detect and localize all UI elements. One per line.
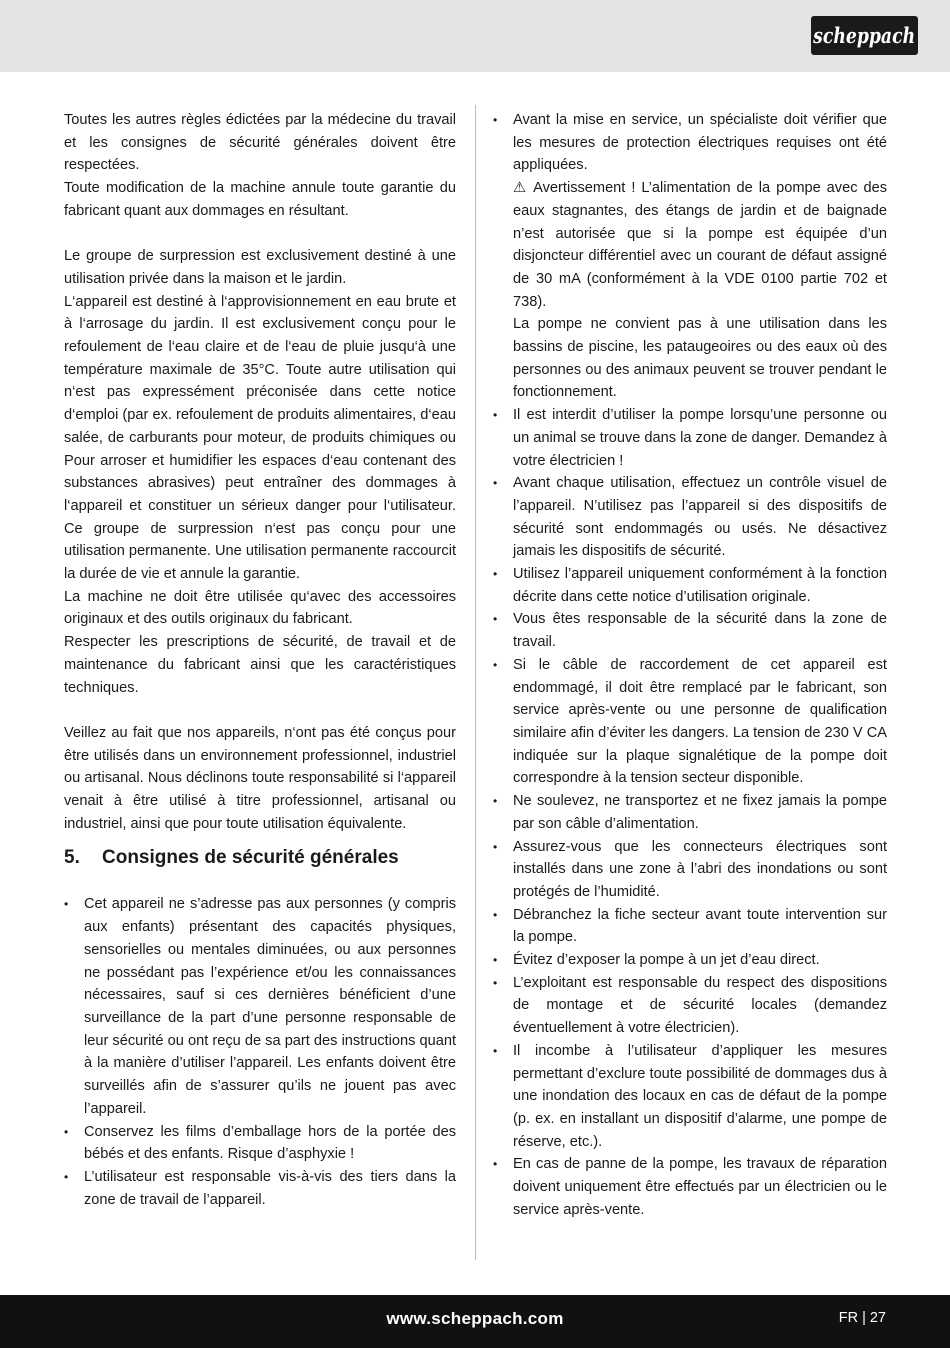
- brand-logo-text: scheppach: [813, 23, 916, 48]
- list-item-text: • Avant la mise en service, un spécialiste doit vérifier que les mesures de protection électriques requises ont été appliquées.: [513, 112, 887, 174]
- paragraph: L‘appareil est destiné à l‘approvisionnement en eau brute et à l‘arrosage du jardin. Il est exclusivement conçu pour le refoulement de l‘eau claire et de l‘eau de pluie jusqu‘à une température maximale de 35°C. Toute autre utilisation qui n‘est pas expressément préconisée dans cette notice d‘emploi (par ex. refoulement de produits alimentaires, d‘eau salée, de carburants pour moteur, de produits chimiques ou Pour arroser et humidifier les espaces d‘eau contenant des substances abrasives) peut entraîner des dommages à l‘appareil et constituer un sérieux danger pour l‘utilisateur. Ce groupe de surpression n‘est pas conçu pour une utilisation permanente. Une utilisation permanente raccourcit la durée de vie et annule la garantie.: [64, 293, 456, 583]
- list-item: • Assurez-vous que les connecteurs électriques sont installés dans une zone à l’abri des inondations ou sont protégés de l’humidité.: [493, 836, 887, 904]
- list-item: • L’utilisateur est responsable vis-à-vis des tiers dans la zone de travail de l’appareil.: [64, 1166, 456, 1211]
- page-number: FR | 27: [838, 1310, 886, 1326]
- list-item: • Vous êtes responsable de la sécurité dans la zone de travail.: [493, 608, 887, 653]
- paragraph: Le groupe de surpression est exclusivement destiné à une utilisation privée dans la maison et le jardin.: [64, 248, 456, 287]
- paragraph: Toutes les autres règles édictées par la médecine du travail et les consignes de sécurité générales doivent être respectées.: [64, 112, 456, 174]
- paragraph: Toute modification de la machine annule toute garantie du fabricant quant aux dommages en résultant.: [64, 180, 456, 219]
- note-text: La pompe ne convient pas à une utilisation dans les bassins de piscine, les pataugeoires ou des eaux où des personnes ou des animaux peuvent se trouver pendant le fonctionnement.: [513, 316, 887, 401]
- website-link[interactable]: www.scheppach.com: [386, 1309, 564, 1328]
- list-item: • Conservez les films d’emballage hors de la portée des bébés et des enfants. Risque d’asphyxie !: [64, 1121, 456, 1166]
- section-title: Consignes de sécurité générales: [102, 847, 399, 869]
- list-item: • Ne soulevez, ne transportez et ne fixez jamais la pompe par son câble d’alimentation.: [493, 790, 887, 835]
- paragraph: Respecter les prescriptions de sécurité, de travail et de maintenance du fabricant ainsi que les caractéristiques techniques.: [64, 634, 456, 696]
- list-item: • L’exploitant est responsable du respect des dispositions de montage et de sécurité locales (demandez éventuellement à votre électricien).: [493, 972, 887, 1040]
- section-heading: [64, 845, 456, 871]
- right-column: [493, 109, 887, 1221]
- list-item: [493, 109, 887, 404]
- section-number: 5.: [64, 847, 80, 869]
- bullet-list: [493, 109, 887, 1221]
- paragraph: La machine ne doit être utilisée qu‘avec des accessoires originaux et des outils originaux du fabricant.: [64, 588, 456, 628]
- page-header: [0, 0, 950, 72]
- left-column: [64, 109, 456, 1211]
- list-item: • Avant chaque utilisation, effectuez un contrôle visuel de l’appareil. N’utilisez pas l’appareil si des dispositifs de sécurité sont endommagés ou usés. Ne désactivez jamais les dispositifs de sécurité.: [493, 472, 887, 563]
- brand-logo: [811, 16, 918, 55]
- list-item: • Utilisez l’appareil uniquement conformément à la fonction décrite dans cette notice d’utilisation originale.: [493, 563, 887, 608]
- list-item: • Débranchez la fiche secteur avant toute intervention sur la pompe.: [493, 904, 887, 949]
- page-footer: [0, 1295, 950, 1348]
- column-divider: [475, 105, 476, 1260]
- list-item: • Il est interdit d’utiliser la pompe lorsqu’une personne ou un animal se trouve dans la zone de danger. Demandez à votre électricien !: [493, 404, 887, 472]
- list-item: • Il incombe à l’utilisateur d’appliquer les mesures permettant d’exclure toute possibilité de dommages dus à une inondation des locaux en cas de défaut de la pompe (p. ex. en installant un dispositif d’alarme, une pompe de réserve, etc.).: [493, 1040, 887, 1154]
- warning-text: ⚠ Avertissement ! L’alimentation de la pompe avec des eaux stagnantes, des étangs de jardin et de baignade n’est autorisée que si la pompe est équipée d’un disjoncteur différentiel avec un courant de défaut assigné de 30 mA (conformément à la VDE 0100 partie 702 et 738).: [513, 180, 887, 310]
- list-item: • Cet appareil ne s’adresse pas aux personnes (y compris aux enfants) présentant des capacités physiques, sensorielles ou mentales diminuées, ou aux personnes ne possédant pas l’expérience et/ou les connaissances nécessaires, sauf si ces dernières bénéficient d’une surveillance de la part d’une personne responsable de leur sécurité ou ont reçu de sa part des instructions quant à la manière d’utiliser l’appareil. Les enfants doivent être surveillés afin de s’assurer qu’ils ne jouent pas avec l’appareil.: [64, 893, 456, 1120]
- bullet-list: [64, 893, 456, 1211]
- list-item: • Évitez d’exposer la pompe à un jet d’eau direct.: [493, 949, 887, 972]
- paragraph: Veillez au fait que nos appareils, n‘ont pas été conçus pour être utilisés dans un environnement professionnel, industriel ou artisanal. Nous déclinons toute responsabilité si l‘appareil venait à être utilisé à titre professionnel, artisanal ou industriel, ainsi que pour toute utilisation équivalente.: [64, 724, 456, 832]
- list-item: • En cas de panne de la pompe, les travaux de réparation doivent uniquement être effectués par un électricien ou le service après-vente.: [493, 1153, 887, 1221]
- list-item: • Si le câble de raccordement de cet appareil est endommagé, il doit être remplacé par le fabricant, son service après-vente ou une personne de qualification similaire afin d’éviter les dangers. La tension de 230 V CA indiquée sur la plaque signalétique de la pompe doit correspondre à la tension secteur disponible.: [493, 654, 887, 790]
